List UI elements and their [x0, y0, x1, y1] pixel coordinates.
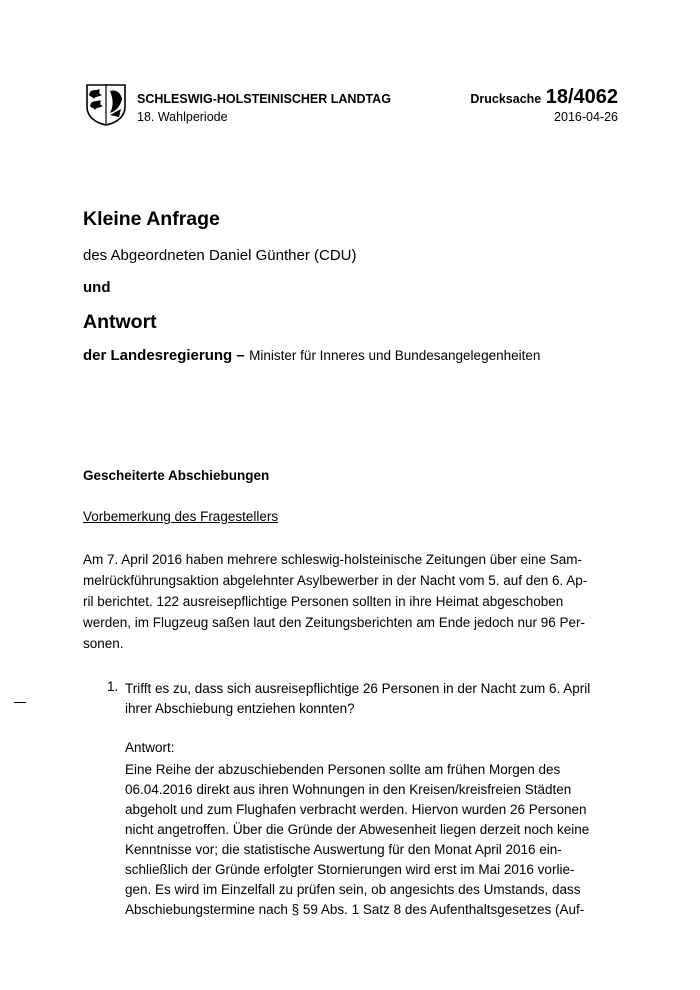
preliminary-heading: Vorbemerkung des Fragestellers	[83, 509, 279, 524]
answer-line: Abschiebungstermine nach § 59 Abs. 1 Satz 8 des Aufenthaltsgesetzes (Auf-	[125, 902, 585, 917]
drucksache-label: Drucksache	[470, 92, 542, 106]
answer-line: Eine Reihe der abzuschiebenden Personen sollte am frühen Morgen des	[125, 762, 561, 777]
question-text	[125, 679, 625, 719]
drucksache	[470, 86, 618, 109]
antwort-heading: Antwort	[83, 311, 157, 333]
coat-of-arms-logo	[86, 83, 126, 126]
member-line: des Abgeordneten Daniel Günther (CDU)	[83, 247, 357, 264]
paragraph-line: Am 7. April 2016 haben mehrere schleswig-holsteinische Zeitungen über eine Sam-	[83, 552, 583, 567]
paragraph-line: melrückführungsaktion abgelehnter Asylbewerber in der Nacht vom 5. auf den 6. Ap-	[83, 573, 588, 588]
answer-line: nicht angetroffen. Über die Gründe der Abwesenheit liegen derzeit noch keine	[125, 822, 590, 837]
drucksache-number: 18/4062	[545, 86, 618, 108]
subject-heading: Gescheiterte Abschiebungen	[83, 468, 270, 483]
question-line: Trifft es zu, dass sich ausreisepflichtige 26 Personen in der Nacht zum 6. April	[125, 681, 591, 696]
preliminary-paragraph	[83, 549, 623, 654]
und-line: und	[83, 279, 111, 296]
government-label: der Landesregierung –	[83, 347, 245, 364]
paragraph-line: werden, im Flugzeug saßen laut den Zeitungsberichten am Ende jedoch nur 96 Per-	[83, 615, 586, 630]
margin-mark	[14, 702, 26, 703]
answer-line: gen. Es wird im Einzelfall zu prüfen sein, ob angesichts des Umstands, dass	[125, 882, 581, 897]
kleine-anfrage-heading: Kleine Anfrage	[83, 208, 220, 230]
answer-text	[125, 760, 635, 920]
paragraph-line: sonen.	[83, 636, 124, 651]
ministry-name: Minister für Inneres und Bundesangelegenheiten	[249, 348, 541, 363]
document-date: 2016-04-26	[554, 110, 618, 124]
parliament-name: SCHLESWIG-HOLSTEINISCHER LANDTAG	[137, 92, 391, 106]
answer-line: abgeholt und zum Flughafen verbracht werden. Hiervon wurden 26 Personen	[125, 802, 587, 817]
answer-label: Antwort:	[125, 740, 175, 755]
question-number: 1.	[107, 679, 119, 694]
legislative-period: 18. Wahlperiode	[137, 110, 228, 124]
answer-line: 06.04.2016 direkt aus ihren Wohnungen in den Kreisen/kreisfreien Städten	[125, 782, 572, 797]
answer-line: Kenntnisse vor; die statistische Auswertung für den Monat April 2016 ein-	[125, 842, 562, 857]
question-line: ihrer Abschiebung entziehen konnten?	[125, 701, 355, 716]
answer-line: schließlich der Gründe erfolgter Stornierungen wird erst im Mai 2016 vorlie-	[125, 862, 575, 877]
government-line	[83, 347, 540, 365]
paragraph-line: ril berichtet. 122 ausreisepflichtige Personen sollten in ihre Heimat abgeschoben	[83, 594, 564, 609]
